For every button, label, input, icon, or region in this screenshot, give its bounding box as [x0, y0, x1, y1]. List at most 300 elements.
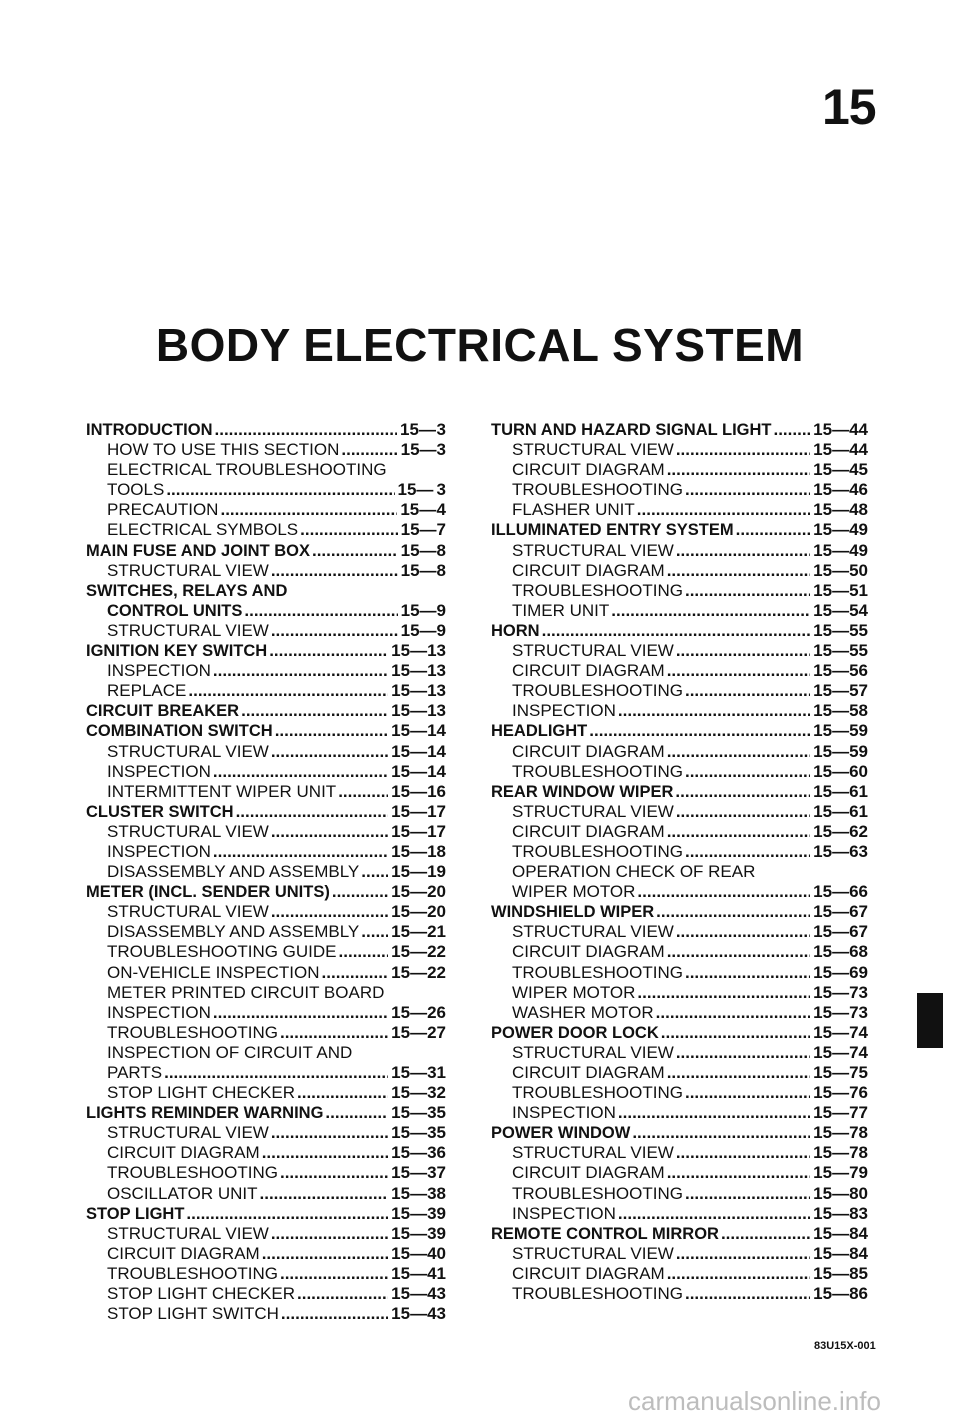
toc-entry-label: METER (INCL. SENDER UNITS): [86, 883, 330, 902]
toc-entry-page: 56: [849, 661, 868, 681]
section-tab-marker: [917, 993, 943, 1048]
dot-leader: [280, 1163, 388, 1183]
toc-entry-page: 20: [427, 882, 446, 902]
toc-entry: [491, 601, 868, 621]
toc-entry-label: REAR WINDOW WIPER: [491, 782, 674, 801]
toc-entry-page: 45: [849, 460, 868, 480]
page-prefix: 15—: [813, 801, 850, 821]
page-prefix: 15—: [391, 922, 428, 942]
toc-entry-page: 59: [849, 741, 868, 761]
toc-entry-page: 84: [849, 1243, 868, 1263]
toc-entry-label: TURN AND HAZARD SIGNAL LIGHT: [491, 421, 772, 439]
dot-leader: [341, 440, 397, 460]
page-prefix: 15—: [391, 741, 428, 761]
toc-entry-page: 4: [436, 500, 446, 520]
toc-entry-label: STRUCTURAL VIEW: [512, 641, 674, 661]
page-prefix: 15—: [391, 641, 428, 661]
toc-entry-page: 32: [427, 1083, 446, 1103]
toc-entry: [491, 802, 868, 822]
toc-entry-page: 16: [427, 781, 446, 801]
toc-entry-label: TROUBLESHOOTING: [512, 1183, 683, 1203]
page-prefix: 15—: [391, 1263, 428, 1283]
toc-entry: [491, 1163, 868, 1183]
toc-entry-label: TROUBLESHOOTING: [512, 580, 683, 600]
page-prefix: 15—: [391, 1183, 428, 1203]
dot-leader: [275, 721, 388, 741]
toc-entry-page: 9: [436, 600, 446, 620]
toc-entry-label: STRUCTURAL VIEW: [512, 440, 674, 460]
dot-leader: [685, 1284, 810, 1304]
dot-leader: [213, 1003, 388, 1023]
page-prefix: 15—: [813, 1143, 850, 1163]
toc-entry-label: ELECTRICAL TROUBLESHOOTING: [107, 460, 387, 480]
dot-leader: [676, 802, 810, 822]
toc-entry-page: 54: [849, 600, 868, 620]
toc-entry-page: 39: [427, 1223, 446, 1243]
toc-entry-label: STOP LIGHT SWITCH: [107, 1304, 279, 1324]
page-prefix: 15—: [813, 882, 850, 902]
toc-entry-label: CIRCUIT DIAGRAM: [512, 821, 665, 841]
toc-entry-page: 86: [849, 1284, 868, 1304]
toc-entry-page: 67: [849, 922, 868, 942]
toc-entry-label: CIRCUIT DIAGRAM: [512, 460, 665, 480]
dot-leader: [280, 1023, 388, 1043]
dot-leader: [166, 480, 394, 500]
page-prefix: 15—: [813, 982, 850, 1002]
toc-entry-page: 83: [849, 1203, 868, 1223]
toc-entry: [491, 1003, 868, 1023]
dot-leader: [215, 420, 398, 440]
toc-entry-page: 51: [849, 580, 868, 600]
page-prefix: 15—: [391, 761, 428, 781]
toc-entry-label: CIRCUIT DIAGRAM: [512, 741, 665, 761]
dot-leader: [661, 1023, 810, 1043]
dot-leader: [271, 742, 388, 762]
page-title: BODY ELECTRICAL SYSTEM: [155, 319, 805, 371]
dot-leader: [262, 1244, 388, 1264]
toc-entry-page: 74: [849, 1042, 868, 1062]
toc-entry-label: TROUBLESHOOTING: [512, 480, 683, 500]
page-prefix: 15—: [391, 681, 428, 701]
toc-entry: [86, 902, 446, 922]
toc-entry-page: 59: [849, 721, 868, 741]
dot-leader: [241, 701, 388, 721]
toc-entry-page: 26: [427, 1002, 446, 1022]
page-prefix: 15—: [391, 942, 428, 962]
page-prefix: 15—: [391, 661, 428, 681]
page-prefix: 15—: [391, 862, 428, 882]
toc-entry-label: WIPER MOTOR: [512, 882, 636, 902]
dot-leader: [685, 1083, 810, 1103]
toc-entry-page: 84: [849, 1223, 868, 1243]
toc-entry: [491, 762, 868, 782]
toc-entry-label: TROUBLESHOOTING: [512, 681, 683, 701]
dot-leader: [213, 661, 388, 681]
toc-entry-page: 21: [427, 922, 446, 942]
page-prefix: 15—: [813, 902, 850, 922]
page-prefix: 15—: [813, 1042, 850, 1062]
toc-entry: [86, 1143, 446, 1163]
toc-entry-page: 58: [849, 701, 868, 721]
toc-entry-page: 3: [436, 480, 446, 500]
page-prefix: 15—: [397, 480, 434, 500]
toc-entry-label: STRUCTURAL VIEW: [107, 620, 269, 640]
figure-code: 83U15X-001: [814, 1340, 876, 1352]
dot-leader: [676, 1043, 810, 1063]
dot-leader: [271, 621, 398, 641]
toc-entry-label: WASHER MOTOR: [512, 1002, 654, 1022]
toc-entry-label: STRUCTURAL VIEW: [107, 821, 269, 841]
toc-entry-label: TROUBLESHOOTING: [512, 1083, 683, 1103]
toc-entry-label: TROUBLESHOOTING GUIDE: [107, 942, 337, 962]
toc-entry-page: 79: [849, 1163, 868, 1183]
dot-leader: [676, 440, 810, 460]
toc-entry: [491, 1103, 868, 1123]
page-prefix: 15—: [391, 1163, 428, 1183]
toc-entry-label: HEADLIGHT: [491, 722, 588, 741]
dot-leader: [667, 1063, 810, 1083]
page-prefix: 15—: [400, 520, 437, 540]
toc-entry-label: CIRCUIT BREAKER: [86, 702, 240, 721]
page-prefix: 15—: [813, 600, 850, 620]
page-prefix: 15—: [813, 821, 850, 841]
dot-leader: [297, 1083, 388, 1103]
toc-entry: [86, 782, 446, 802]
toc-entry-page: 22: [427, 962, 446, 982]
toc-entry: [491, 561, 868, 581]
toc-entry-label: STRUCTURAL VIEW: [512, 1042, 674, 1062]
page-prefix: 15—: [813, 1284, 850, 1304]
toc-entry-page: 78: [849, 1143, 868, 1163]
page-prefix: 15—: [813, 1002, 850, 1022]
toc-entry-label: CIRCUIT DIAGRAM: [512, 1263, 665, 1283]
page-prefix: 15—: [813, 661, 850, 681]
toc-entry: [491, 1284, 868, 1304]
page-prefix: 15—: [813, 480, 850, 500]
toc-entry: [86, 1023, 446, 1043]
page-prefix: 15—: [391, 1002, 428, 1022]
toc-entry: [491, 1083, 868, 1103]
dot-leader: [656, 902, 810, 922]
dot-leader: [676, 1143, 810, 1163]
toc-entry: [86, 500, 446, 520]
toc-entry-label: INSPECTION: [107, 841, 211, 861]
page-prefix: 15—: [813, 1203, 850, 1223]
toc-entry: [491, 1063, 868, 1083]
dot-leader: [676, 541, 810, 561]
toc-entry: [86, 862, 446, 882]
toc-entry-label: INSPECTION: [512, 1103, 616, 1123]
toc-entry-label: STRUCTURAL VIEW: [512, 1243, 674, 1263]
page-prefix: 15—: [813, 1063, 850, 1082]
toc-entry-page: 69: [849, 962, 868, 982]
page-prefix: 15—: [391, 1083, 428, 1103]
toc-entry-label: WINDSHIELD WIPER: [491, 903, 655, 922]
toc-entry: [86, 963, 446, 983]
page-prefix: 15—: [400, 560, 437, 580]
toc-entry-page: 22: [427, 942, 446, 962]
dot-leader: [164, 1063, 388, 1083]
toc-entry-label: PARTS: [107, 1063, 163, 1082]
toc-entry-label: STRUCTURAL VIEW: [512, 540, 674, 560]
toc-entry-page: 60: [849, 761, 868, 781]
toc-entry-page: 43: [427, 1284, 446, 1304]
page-prefix: 15—: [391, 902, 428, 922]
dot-leader: [271, 902, 388, 922]
toc-entry-label: TIMER UNIT: [512, 600, 610, 620]
toc-entry-page: 62: [849, 821, 868, 841]
toc-entry: [491, 581, 868, 601]
toc-entry-page: 14: [427, 761, 446, 781]
toc-entry: [86, 942, 446, 962]
toc-entry: [86, 661, 446, 681]
toc-entry: [86, 1284, 446, 1304]
dot-leader: [667, 661, 810, 681]
toc-entry: [86, 1003, 446, 1023]
page-prefix: 15—: [813, 1163, 850, 1183]
toc-entry-label: HOW TO USE THIS SECTION: [107, 440, 340, 460]
dot-leader: [271, 1224, 388, 1244]
toc-entry-label: OSCILLATOR UNIT: [107, 1183, 258, 1203]
toc-entry: [491, 440, 868, 460]
toc-entry-page: 75: [849, 1063, 868, 1082]
toc-entry-page: 40: [427, 1243, 446, 1263]
toc-entry-label: CIRCUIT DIAGRAM: [512, 942, 665, 962]
page-prefix: 15—: [391, 1022, 428, 1042]
toc-entry: [86, 762, 446, 782]
section-number: 15: [822, 79, 876, 135]
toc-entry-page: 35: [427, 1123, 446, 1143]
toc-entry-page: 39: [427, 1203, 446, 1223]
toc-entry: [491, 541, 868, 561]
dot-leader: [721, 1224, 810, 1244]
toc-entry: [491, 862, 868, 882]
toc-entry-page: 44: [849, 440, 868, 460]
dot-leader: [736, 520, 811, 540]
dot-leader: [685, 842, 810, 862]
page-prefix: 15—: [813, 721, 850, 741]
dot-leader: [332, 882, 388, 902]
page-prefix: 15—: [391, 1304, 428, 1324]
toc-entry: [86, 721, 446, 741]
toc-entry-page: 36: [427, 1143, 446, 1163]
toc-entry-label: DISASSEMBLY AND ASSEMBLY: [107, 922, 360, 942]
toc-entry-page: 17: [427, 821, 446, 841]
toc-entry: [86, 1163, 446, 1183]
toc-entry: [491, 520, 868, 540]
dot-leader: [618, 701, 810, 721]
page-prefix: 15—: [813, 440, 850, 460]
dot-leader: [618, 1204, 810, 1224]
toc-entry-page: 67: [849, 902, 868, 922]
toc-entry-label: HORN: [491, 621, 540, 640]
dot-leader: [676, 1244, 810, 1264]
toc-entry-label: INSPECTION: [107, 761, 211, 781]
toc-entry-page: 61: [849, 781, 868, 801]
toc-entry-label: CIRCUIT DIAGRAM: [107, 1243, 260, 1263]
toc-entry-page: 8: [436, 560, 446, 580]
dot-leader: [685, 963, 810, 983]
dot-leader: [325, 1103, 388, 1123]
toc-entry: [491, 963, 868, 983]
toc-entry-label: ILLUMINATED ENTRY SYSTEM: [491, 521, 734, 540]
toc-entry: [491, 500, 868, 520]
toc-entry: [86, 1043, 446, 1063]
toc-entry-page: 27: [427, 1022, 446, 1042]
toc-entry-label: STRUCTURAL VIEW: [107, 902, 269, 922]
dot-leader: [589, 721, 810, 741]
toc-entry: [86, 641, 446, 661]
toc-entry-page: 9: [436, 620, 446, 640]
toc-entry-label: INTRODUCTION: [86, 421, 213, 439]
toc-entry-label: SWITCHES, RELAYS AND: [86, 581, 288, 600]
toc-entry: [491, 641, 868, 661]
toc-entry-page: 19: [427, 862, 446, 882]
toc-entry: [86, 520, 446, 540]
toc-entry: [86, 882, 446, 902]
toc-entry: [86, 621, 446, 641]
dot-leader: [685, 480, 810, 500]
toc-entry-page: 66: [849, 882, 868, 902]
dot-leader: [361, 922, 388, 942]
toc-entry: [491, 942, 868, 962]
toc-entry-label: STRUCTURAL VIEW: [512, 922, 674, 942]
dot-leader: [339, 942, 389, 962]
toc-entry: [86, 581, 446, 601]
toc-entry-label: CIRCUIT DIAGRAM: [512, 661, 665, 681]
toc-entry: [491, 922, 868, 942]
dot-leader: [611, 601, 810, 621]
toc-entry: [86, 742, 446, 762]
toc-entry-label: MAIN FUSE AND JOINT BOX: [86, 541, 310, 560]
toc-entry-label: STOP LIGHT CHECKER: [107, 1284, 295, 1304]
toc-entry: [491, 1244, 868, 1264]
toc-entry: [491, 1264, 868, 1284]
toc-entry-label: INSPECTION OF CIRCUIT AND: [107, 1042, 353, 1062]
toc-entry: [491, 1123, 868, 1143]
toc-entry-page: 63: [849, 841, 868, 861]
toc-entry: [86, 1224, 446, 1244]
page-prefix: 15—: [400, 500, 437, 520]
toc-entry-page: 3: [436, 420, 446, 439]
toc-entry-page: 18: [427, 841, 446, 861]
page-prefix: 15—: [400, 420, 436, 439]
page-prefix: 15—: [813, 500, 850, 520]
toc-left-column: [86, 420, 446, 1324]
toc-entry: [86, 701, 446, 721]
toc-entry: [86, 541, 446, 561]
toc-entry-page: 43: [427, 1304, 446, 1324]
toc-entry-label: TROUBLESHOOTING: [107, 1263, 278, 1283]
toc-entry-label: CIRCUIT DIAGRAM: [512, 1163, 665, 1183]
toc-entry: [86, 1103, 446, 1123]
toc-entry-page: 35: [427, 1103, 446, 1123]
page-prefix: 15—: [391, 781, 428, 801]
toc-entry-page: 46: [849, 480, 868, 500]
page-prefix: 15—: [391, 721, 428, 741]
dot-leader: [773, 420, 810, 440]
toc-entry: [86, 1204, 446, 1224]
toc-entry-label: IGNITION KEY SWITCH: [86, 642, 268, 661]
toc-entry: [491, 842, 868, 862]
toc-entry-page: 20: [427, 902, 446, 922]
toc-entry-page: 17: [427, 801, 446, 821]
dot-leader: [271, 561, 398, 581]
toc-right-column: [491, 420, 868, 1304]
dot-leader: [188, 681, 388, 701]
page-prefix: 15—: [813, 922, 850, 942]
toc-entry-label: CIRCUIT DIAGRAM: [107, 1143, 260, 1163]
toc-entry-label: PRECAUTION: [107, 500, 219, 520]
toc-entry-page: 14: [427, 741, 446, 761]
toc-entry: [491, 721, 868, 741]
dot-leader: [675, 782, 810, 802]
toc-entry-page: 13: [427, 681, 446, 701]
dot-leader: [667, 822, 810, 842]
dot-leader: [244, 601, 397, 621]
toc-entry-label: STRUCTURAL VIEW: [512, 1143, 674, 1163]
toc-entry-label: METER PRINTED CIRCUIT BOARD: [107, 982, 385, 1002]
page-prefix: 15—: [813, 942, 850, 962]
toc-entry-page: 55: [849, 641, 868, 661]
toc-entry-label: ON-VEHICLE INSPECTION: [107, 962, 320, 982]
toc-entry-page: 55: [849, 620, 868, 640]
toc-entry-label: TROUBLESHOOTING: [512, 962, 683, 982]
toc-entry-label: TROUBLESHOOTING: [512, 761, 683, 781]
toc-entry-page: 13: [427, 701, 446, 721]
toc-entry-page: 8: [436, 540, 446, 560]
toc-entry: [86, 601, 446, 621]
toc-entry-label: TROUBLESHOOTING: [107, 1022, 278, 1042]
toc-entry-label: REPLACE: [107, 681, 187, 701]
toc-entry-label: POWER WINDOW: [491, 1124, 631, 1143]
toc-entry-label: STRUCTURAL VIEW: [107, 741, 269, 761]
toc-entry: [86, 480, 446, 500]
toc-entry-label: DISASSEMBLY AND ASSEMBLY: [107, 862, 360, 882]
toc-entry: [491, 480, 868, 500]
page-prefix: 15—: [391, 1203, 428, 1223]
toc-entry: [491, 822, 868, 842]
page-prefix: 15—: [391, 962, 428, 982]
dot-leader: [312, 541, 398, 561]
dot-leader: [637, 500, 810, 520]
dot-leader: [685, 1184, 810, 1204]
toc-entry: [491, 902, 868, 922]
dot-leader: [280, 1264, 388, 1284]
toc-entry: [491, 1224, 868, 1244]
toc-entry: [491, 1023, 868, 1043]
page-prefix: 15—: [813, 681, 850, 701]
page-prefix: 15—: [391, 1123, 428, 1143]
toc-entry-page: 68: [849, 942, 868, 962]
toc-entry-label: WIPER MOTOR: [512, 982, 636, 1002]
page-prefix: 15—: [813, 741, 850, 761]
toc-entry-page: 77: [849, 1103, 868, 1123]
page-prefix: 15—: [813, 1083, 850, 1103]
dot-leader: [637, 983, 810, 1003]
toc-entry: [86, 822, 446, 842]
page-prefix: 15—: [400, 620, 437, 640]
page-prefix: 15—: [813, 781, 850, 801]
page-prefix: 15—: [391, 821, 428, 841]
dot-leader: [262, 1143, 388, 1163]
toc-entry: [86, 1264, 446, 1284]
page-prefix: 15—: [391, 1143, 428, 1163]
toc-entry-page: 74: [849, 1022, 868, 1042]
dot-leader: [637, 882, 810, 902]
page-prefix: 15—: [391, 701, 428, 721]
toc-entry: [491, 621, 868, 641]
